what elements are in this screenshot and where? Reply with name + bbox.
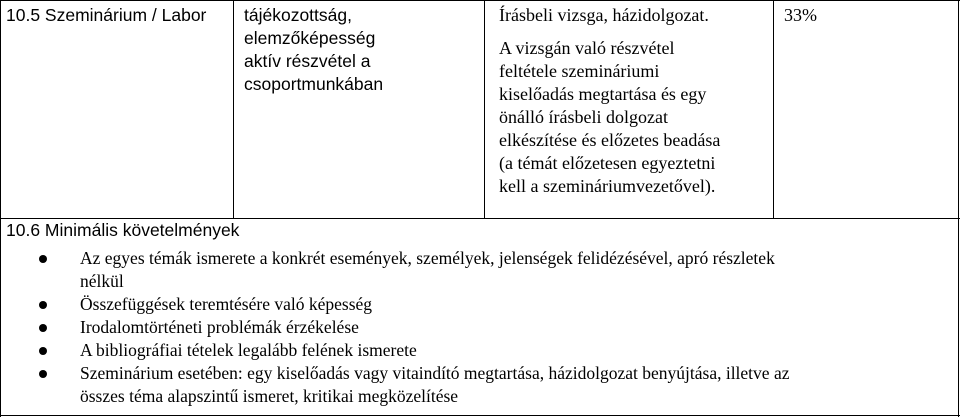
evaluation-line: Írásbeli vizsga, házidolgozat. — [499, 5, 709, 25]
evaluation-line: A vizsgán való részvétel — [499, 38, 675, 58]
methods-line: csoportmunkában — [244, 74, 384, 94]
methods-line: aktív részvétel a — [244, 51, 371, 71]
list-item: Az egyes témák ismerete a konkrét események, személyek, jelenségek felidézésével, apró részletek nélkül — [0, 247, 960, 293]
section-heading-minimum: 10.6 Minimális követelmények — [6, 220, 240, 240]
evaluation-line: feltétele szemináriumi — [499, 61, 660, 81]
column-divider-1 — [233, 0, 234, 218]
list-item: Összefüggések teremtésére való képesség — [0, 293, 960, 316]
evaluation-cell — [499, 4, 720, 198]
bullet-icon — [39, 301, 47, 309]
weight-percentage: 33% — [784, 5, 817, 25]
evaluation-line: elkészítése és előzetes beadása — [499, 130, 721, 150]
bullet-icon — [39, 370, 47, 378]
table-bottom-border — [0, 415, 960, 416]
evaluation-line: kiselőadás megtartása és egy — [499, 84, 707, 104]
methods-line: elemzőképesség — [244, 28, 376, 48]
table-top-border — [0, 0, 960, 1]
list-item: A bibliográfiai tételek legalább felének ismerete — [0, 339, 960, 362]
evaluation-line: kell a szemináriumvezetővel). — [499, 176, 716, 196]
evaluation-line: önálló írásbeli dolgozat — [499, 107, 668, 127]
bullet-icon — [39, 347, 47, 355]
minimum-requirements-list — [0, 247, 960, 408]
list-item: Szeminárium esetében: egy kiselőadás vagy vitaindító megtartása, házidolgozat benyújtása, illetve az összes téma alapszintű ismeret, kritikai megközelítése — [0, 362, 960, 408]
bullet-icon — [39, 255, 47, 263]
evaluation-line: (a témát előzetesen egyeztetni — [499, 153, 716, 173]
bullet-icon — [39, 324, 47, 332]
row-label-seminar: 10.5 Szeminárium / Labor — [6, 5, 207, 25]
methods-line: tájékozottság, — [244, 5, 352, 25]
column-divider-2 — [484, 0, 485, 218]
list-item: Irodalomtörténeti problémák érzékelése — [0, 316, 960, 339]
column-divider-3 — [773, 0, 774, 218]
methods-cell — [244, 4, 383, 96]
